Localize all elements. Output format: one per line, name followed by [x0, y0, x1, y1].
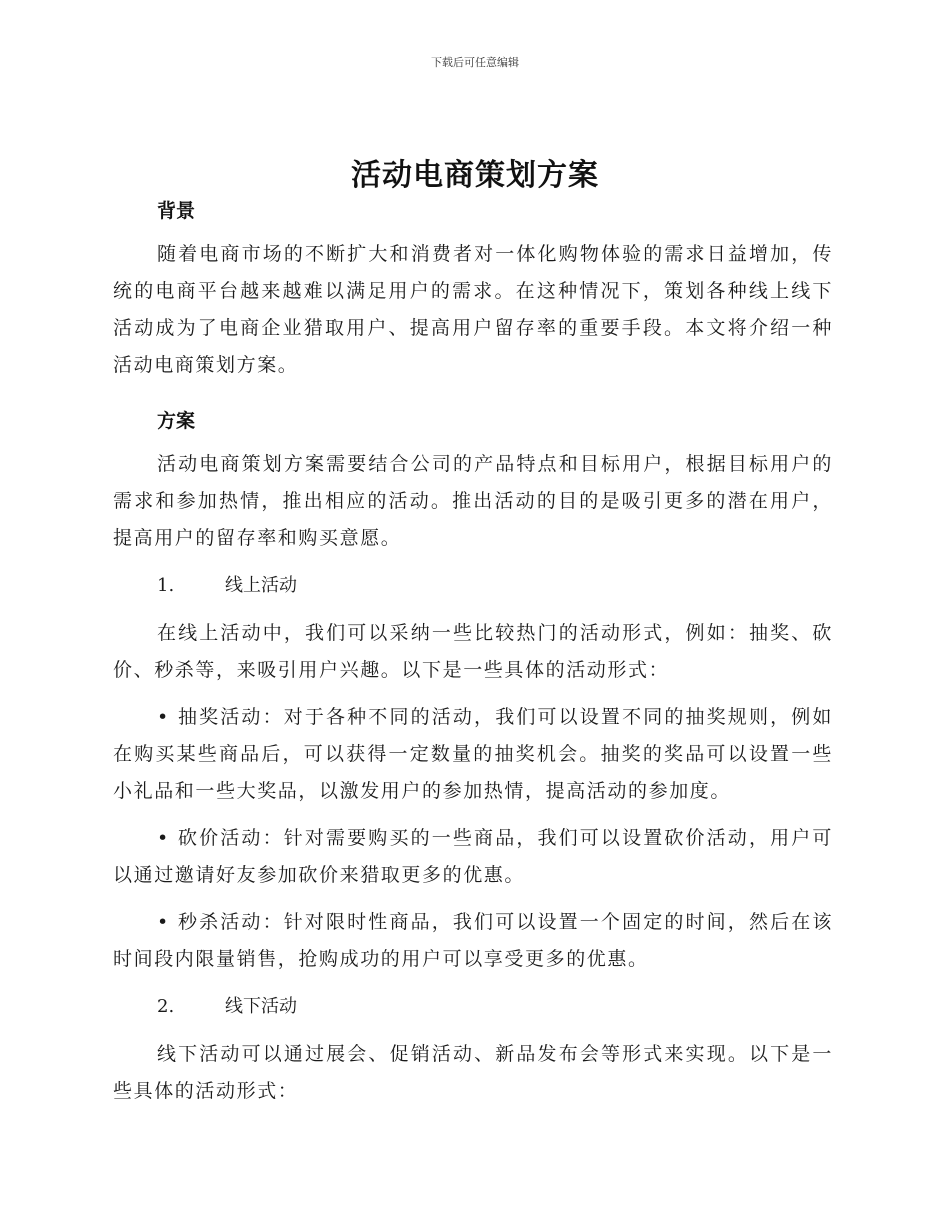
lottery-paragraph: • 抽奖活动：对于各种不同的活动，我们可以设置不同的抽奖规则，例如在购买某些商品后，可以获得一定数量的抽奖机会。抽奖的奖品可以设置一些小礼品和一些大奖品，以激发用户的参加热情，提高活动的参加度。 [113, 706, 833, 802]
document-title: 活动电商策划方案 [351, 158, 599, 193]
bargain-paragraph: • 砍价活动：针对需要购买的一些商品，我们可以设置砍价活动，用户可以通过邀请好友参加砍价来猎取更多的优惠。 [113, 827, 833, 886]
list-item-online [157, 571, 833, 601]
plan-paragraph: 活动电商策划方案需要结合公司的产品特点和目标用户，根据目标用户的需求和参加热情，推出相应的活动。推出活动的目的是吸引更多的潜在用户，提高用户的留存率和购买意愿。 [113, 453, 833, 549]
online-intro-paragraph: 在线上活动中，我们可以采纳一些比较热门的活动形式，例如：抽奖、砍价、秒杀等，来吸引用户兴趣。以下是一些具体的活动形式： [113, 622, 833, 681]
list-label: 线上活动 [225, 575, 297, 596]
list-number: 1. [157, 575, 175, 596]
list-item-offline [157, 992, 833, 1022]
header-note: 下载后可任意编辑 [431, 56, 519, 69]
offline-intro-paragraph: 线下活动可以通过展会、促销活动、新品发布会等形式来实现。以下是一些具体的活动形式： [113, 1043, 833, 1102]
section-heading-plan: 方案 [157, 410, 196, 432]
flash-sale-paragraph: • 秒杀活动：针对限时性商品，我们可以设置一个固定的时间，然后在该时间段内限量销售，抢购成功的用户可以享受更多的优惠。 [113, 911, 833, 970]
background-paragraph: 随着电商市场的不断扩大和消费者对一体化购物体验的需求日益增加，传统的电商平台越来越难以满足用户的需求。在这种情况下，策划各种线上线下活动成为了电商企业猎取用户、提高用户留存率的重要手段。本文将介绍一种活动电商策划方案。 [113, 243, 833, 376]
section-heading-background: 背景 [157, 200, 196, 222]
document-body [113, 196, 833, 1110]
list-number: 2. [157, 996, 175, 1017]
list-label: 线下活动 [225, 996, 297, 1017]
